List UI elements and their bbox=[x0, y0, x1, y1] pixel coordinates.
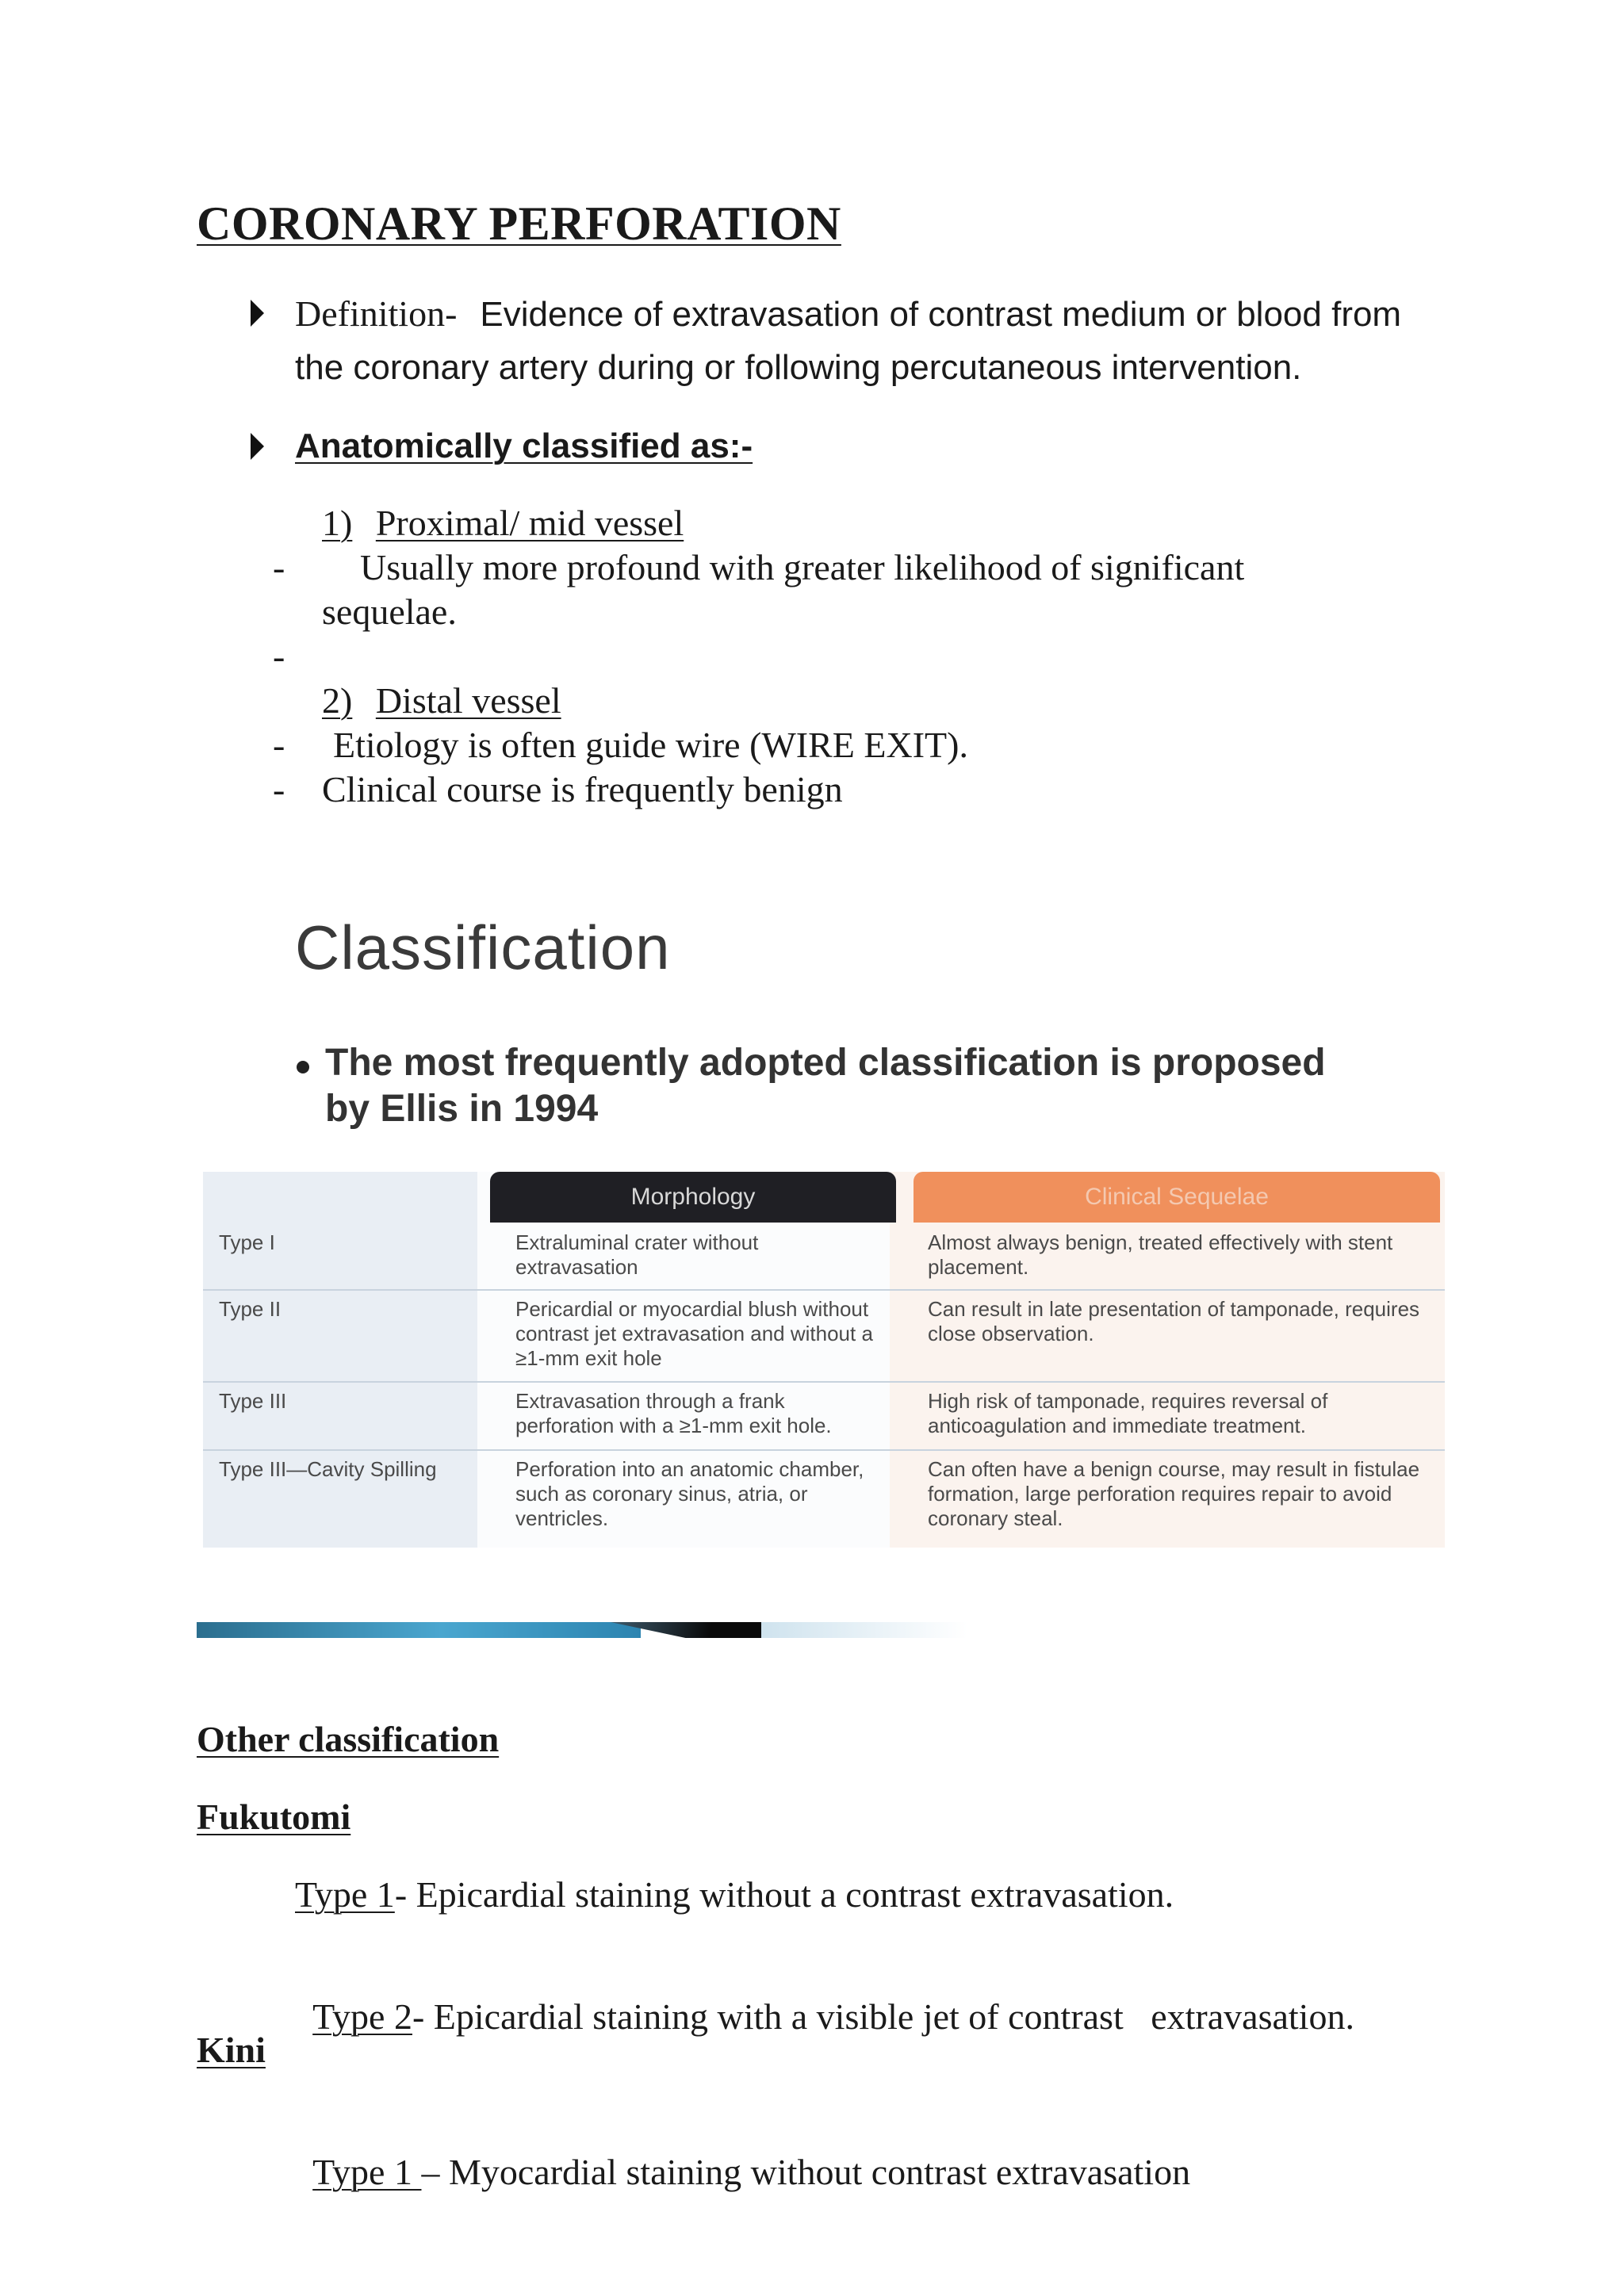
row-morphology: Perforation into an anatomic chamber, such as coronary sinus, atria, or ventricles. bbox=[515, 1457, 864, 1530]
row-divider bbox=[203, 1289, 1445, 1291]
fukutomi-type1 bbox=[295, 1873, 1174, 1917]
dash: - bbox=[273, 725, 285, 765]
other-classification-heading: Other classification bbox=[197, 1719, 500, 1759]
definition-paragraph bbox=[295, 287, 1532, 342]
item1-label: Proximal/ mid vessel bbox=[375, 503, 684, 543]
row-morphology: Extravasation through a frank perforation with a ≥1-mm exit hole. bbox=[515, 1389, 832, 1437]
definition-text-line1: Evidence of extravasation of contrast medium or blood from bbox=[480, 295, 1402, 334]
fukutomi-heading: Fukutomi bbox=[197, 1797, 351, 1837]
anatomic-heading: Anatomically classified as:- bbox=[295, 427, 753, 465]
fukutomi-type1-label: Type 1 bbox=[295, 1874, 395, 1915]
row-sequelae: Almost always benign, treated effectively with stent placement. bbox=[928, 1230, 1393, 1279]
kini-heading: Kini bbox=[197, 2030, 266, 2070]
definition-text-line2: the coronary artery during or following percutaneous intervention. bbox=[295, 348, 1302, 387]
row-sequelae: Can result in late presentation of tamponade, requires close observation. bbox=[928, 1297, 1420, 1345]
row-type: Type I bbox=[219, 1230, 275, 1254]
dash: - bbox=[273, 769, 285, 809]
kini-type1-label: Type 1 bbox=[312, 2152, 422, 2192]
fukutomi-type1-text: - Epicardial staining without a contrast extravasation. bbox=[394, 1874, 1174, 1915]
bullet-arrow-icon bbox=[251, 433, 264, 460]
header-clinical-sequelae: Clinical Sequelae bbox=[914, 1172, 1440, 1223]
header-morphology: Morphology bbox=[490, 1172, 896, 1223]
item2-label: Distal vessel bbox=[375, 680, 561, 721]
fukutomi-type2-text: - Epicardial staining with a visible jet of contrast extravasation. bbox=[412, 1996, 1354, 2037]
item1-line1: Usually more profound with greater likelihood of significant bbox=[360, 547, 1245, 587]
row-type: Type II bbox=[219, 1297, 282, 1321]
kini-type1 bbox=[295, 2106, 1190, 2195]
row-morphology: Pericardial or myocardial blush without contrast jet extravasation and without a ≥1-mm exit hole bbox=[515, 1297, 873, 1370]
bullet-dot-icon bbox=[297, 1061, 309, 1073]
row-morphology: Extraluminal crater without extravasation bbox=[515, 1230, 759, 1279]
fukutomi-type2 bbox=[295, 1950, 1354, 2039]
row-sequelae: High risk of tamponade, requires reversal of anticoagulation and immediate treatment. bbox=[928, 1389, 1328, 1437]
fukutomi-type2-label: Type 2 bbox=[312, 1996, 412, 2037]
item2-number: 2) bbox=[322, 680, 353, 721]
slide-footer-fade bbox=[761, 1622, 967, 1638]
definition-label: Definition- bbox=[295, 293, 458, 334]
item2-line2: Clinical course is frequently benign bbox=[322, 769, 843, 809]
item2-heading bbox=[322, 679, 561, 723]
item2-line1: Etiology is often guide wire (WIRE EXIT). bbox=[333, 725, 968, 765]
slide-title: Classification bbox=[295, 913, 671, 982]
bullet-arrow-icon bbox=[251, 300, 264, 327]
page-title: CORONARY PERFORATION bbox=[197, 197, 841, 250]
row-type: Type III—Cavity Spilling bbox=[219, 1457, 437, 1481]
kini-type1-text: – Myocardial staining without contrast extravasation bbox=[421, 2152, 1191, 2192]
label-column-bg bbox=[203, 1172, 477, 1548]
row-type: Type III bbox=[219, 1389, 287, 1413]
slide-bullet-text: The most frequently adopted classification is proposed by Ellis in 1994 bbox=[325, 1042, 1326, 1130]
dash: - bbox=[273, 547, 285, 587]
row-divider bbox=[203, 1381, 1445, 1383]
row-divider bbox=[203, 1449, 1445, 1451]
dash: - bbox=[273, 636, 285, 676]
item1-number: 1) bbox=[322, 503, 353, 543]
slide-footer-bar bbox=[197, 1622, 641, 1638]
ellis-classification-table bbox=[203, 1172, 1445, 1548]
item1-heading bbox=[322, 501, 684, 545]
item1-line2: sequelae. bbox=[322, 591, 457, 632]
row-sequelae: Can often have a benign course, may result in fistulae formation, large perforation requires repair to avoid coronary steal. bbox=[928, 1457, 1420, 1530]
